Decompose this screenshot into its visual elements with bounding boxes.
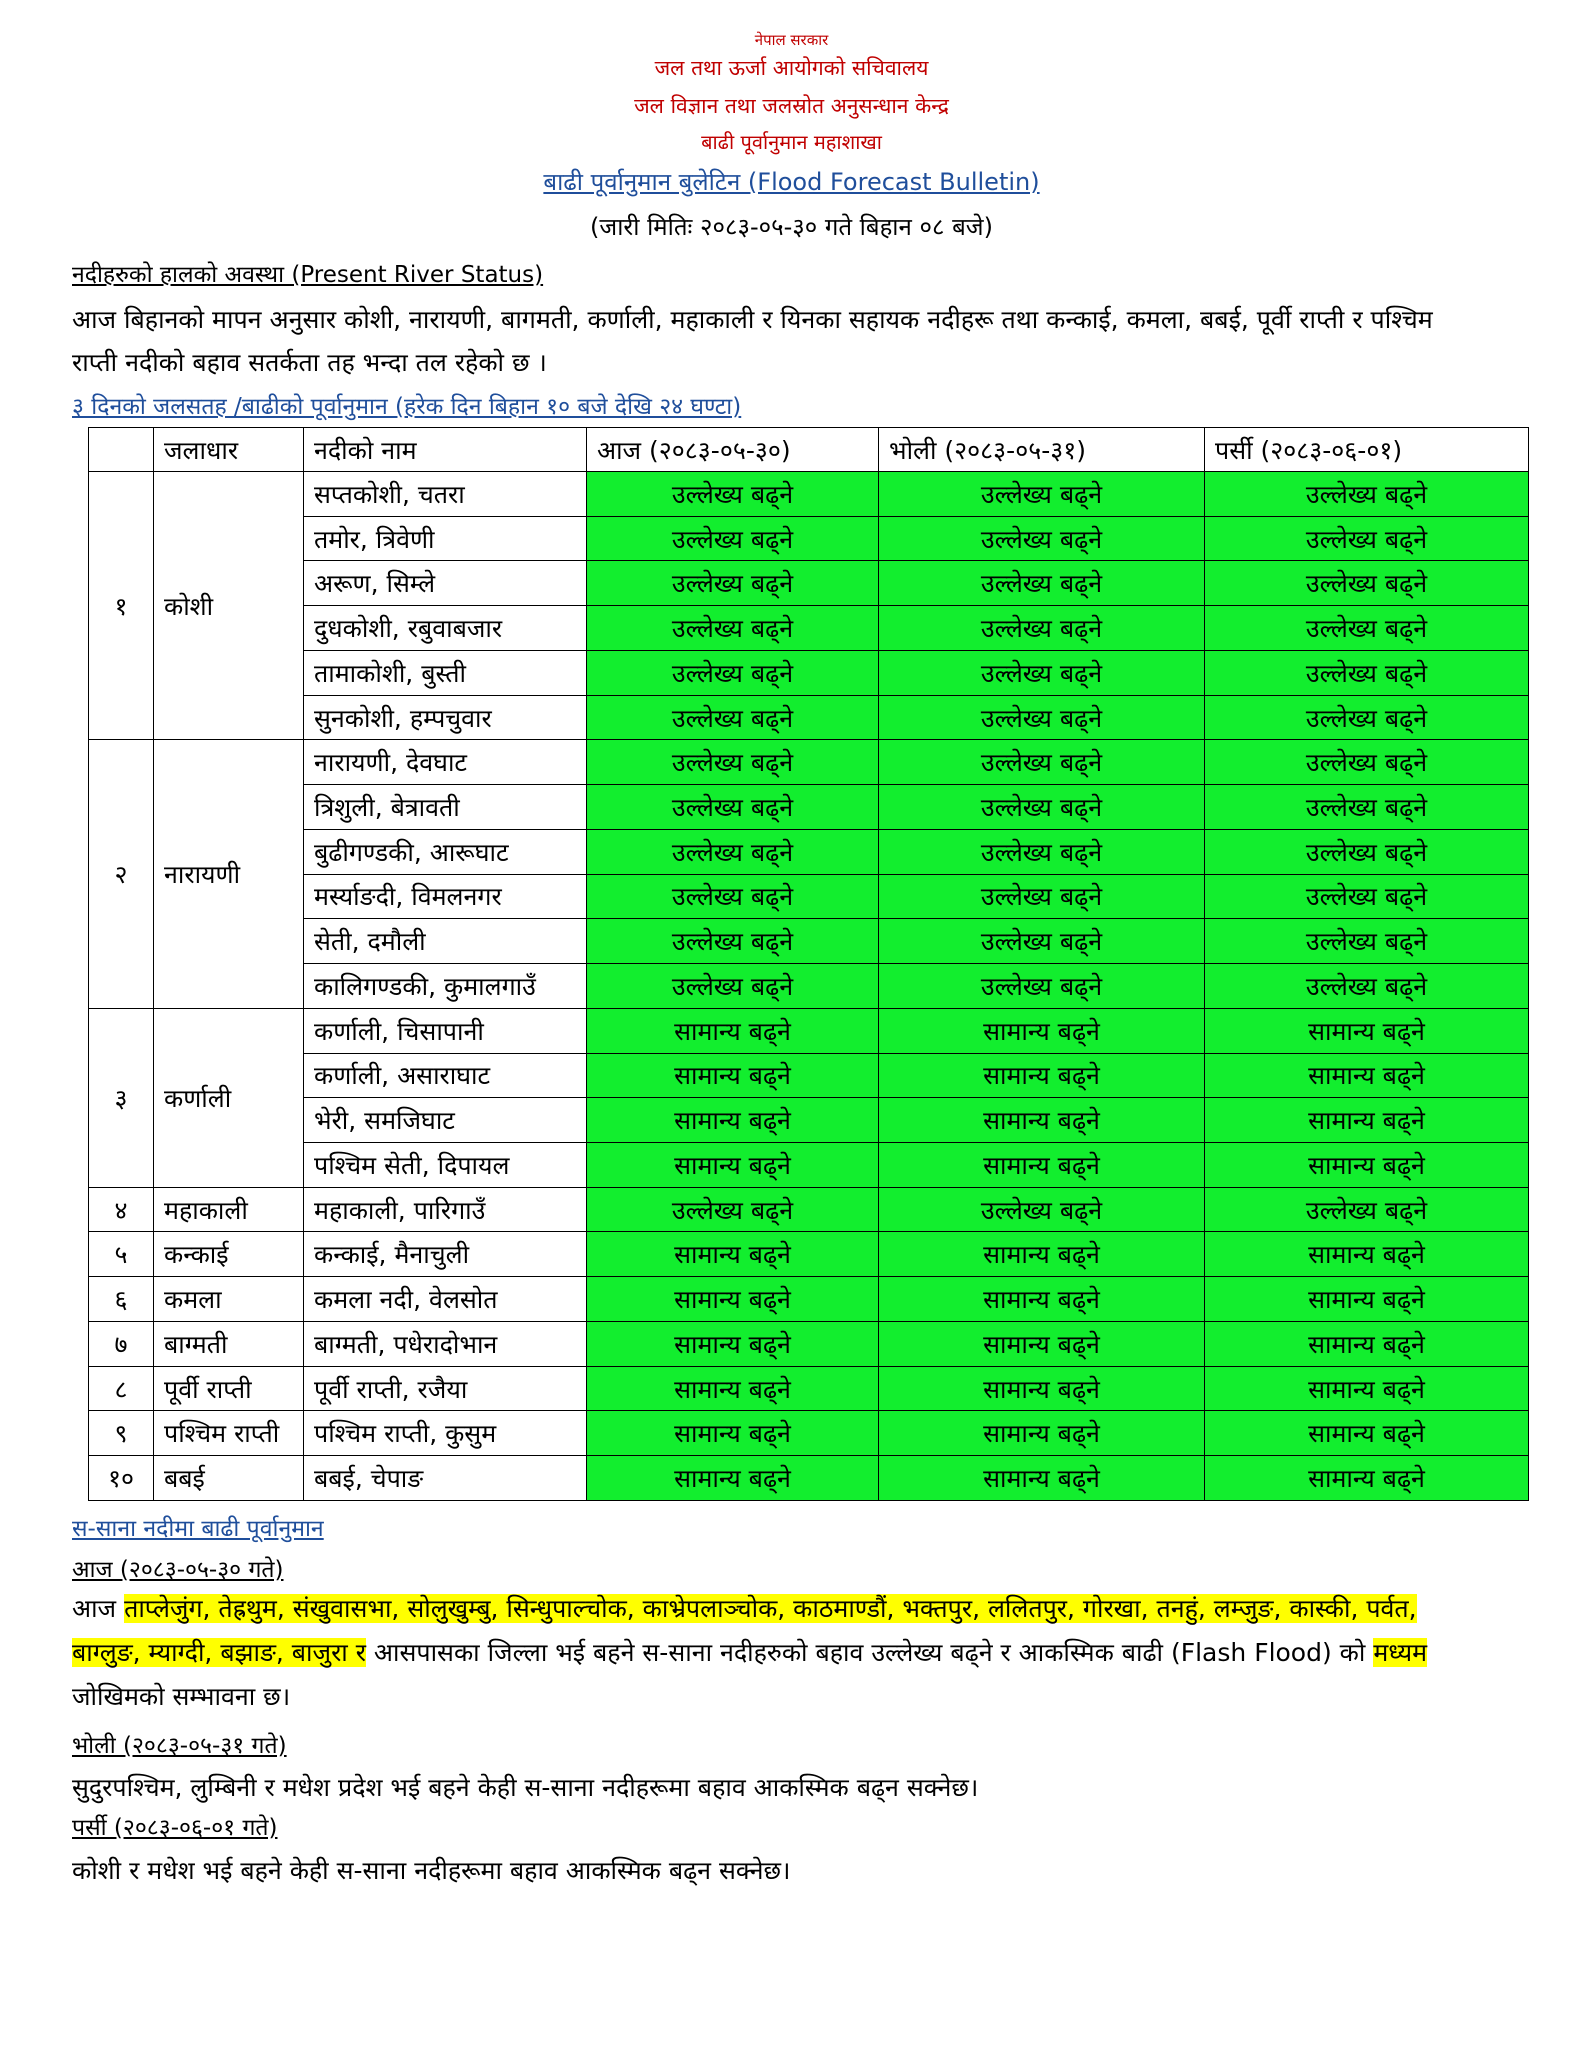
division-label: बाढी पूर्वानुमान महाशाखा — [701, 130, 882, 154]
forecast-today-cell: उल्लेख्य बढ्ने — [587, 1187, 879, 1232]
river-station-name: सुनकोशी, हम्पचुवार — [304, 695, 587, 740]
forecast-tomorrow-cell: उल्लेख्य बढ्ने — [879, 472, 1205, 517]
basin-name: कर्णाली — [154, 1008, 304, 1187]
forecast-today-cell: सामान्य बढ्ने — [587, 1232, 879, 1277]
tomorrow-label: भोली (२०८३-०५-३१ गते) — [72, 1733, 287, 1759]
basin-number: १ — [89, 472, 154, 740]
forecast-row — [89, 561, 1529, 606]
forecast-tomorrow-cell: सामान्य बढ्ने — [879, 1098, 1205, 1143]
forecast-row — [89, 472, 1529, 517]
basin-number: २ — [89, 740, 154, 1008]
river-station-name: दुधकोशी, रबुवाबजार — [304, 606, 587, 651]
forecast-day-after-cell: उल्लेख्य बढ्ने — [1205, 874, 1529, 919]
today-middle: आसपासका जिल्ला भई बहने स-साना नदीहरुको बहाव उल्लेख्य बढ्ने र आकस्मिक बाढी (Flash Flood) को — [365, 1638, 1374, 1667]
forecast-tomorrow-cell: उल्लेख्य बढ्ने — [879, 874, 1205, 919]
forecast-header-row — [89, 428, 1529, 472]
basin-name: कन्काई — [154, 1232, 304, 1277]
river-station-name: तामाकोशी, बुस्ती — [304, 650, 587, 695]
col-header-river: नदीको नाम — [304, 428, 587, 472]
forecast-today-cell: उल्लेख्य बढ्ने — [587, 516, 879, 561]
present-status-heading: नदीहरुको हालको अवस्था (Present River Status) — [72, 262, 544, 288]
forecast-row — [89, 1456, 1529, 1501]
forecast-tomorrow-cell: उल्लेख्य बढ्ने — [879, 785, 1205, 830]
tomorrow-forecast-text: सुदुरपश्चिम, लुम्बिनी र मधेश प्रदेश भई बहने केही स-साना नदीहरूमा बहाव आकस्मिक बढ्न सक्नेछ। — [72, 1773, 979, 1802]
basin-number: ८ — [89, 1366, 154, 1411]
river-station-name: पूर्वी राप्ती, रजैया — [304, 1366, 587, 1411]
forecast-day-after-cell: सामान्य बढ्ने — [1205, 1366, 1529, 1411]
basin-name: कोशी — [154, 472, 304, 740]
forecast-table — [88, 427, 1529, 1501]
basin-name: कमला — [154, 1277, 304, 1322]
basin-name: महाकाली — [154, 1187, 304, 1232]
basin-number: ७ — [89, 1321, 154, 1366]
forecast-row — [89, 650, 1529, 695]
river-station-name: बुढीगण्डकी, आरूघाट — [304, 829, 587, 874]
forecast-today-cell: उल्लेख्य बढ्ने — [587, 740, 879, 785]
river-station-name: कन्काई, मैनाचुली — [304, 1232, 587, 1277]
risk-level: मध्यम — [1373, 1638, 1428, 1667]
forecast-day-after-cell: सामान्य बढ्ने — [1205, 1321, 1529, 1366]
col-header-number — [89, 428, 154, 472]
forecast-row — [89, 740, 1529, 785]
forecast-day-after-cell: सामान्य बढ्ने — [1205, 1277, 1529, 1322]
forecast-day-after-cell: उल्लेख्य बढ्ने — [1205, 516, 1529, 561]
today-prefix: आज — [72, 1594, 125, 1623]
forecast-tomorrow-cell: सामान्य बढ्ने — [879, 1456, 1205, 1501]
today-districts: ताप्लेजुंग, तेह्रथुम, संखुवासभा, सोलुखुम्बु, सिन्धुपाल्चोक, काभ्रेपलाञ्चोक, काठमाण्डौं, भक्तपुर, ललितपुर, गोरखा, तनहुं, लम्जुङ, कास्की, पर्वत, बाग्लुङ, म्याग्दी, बझाङ, बाजुरा र — [72, 1594, 1417, 1667]
river-station-name: भेरी, समजिघाट — [304, 1098, 587, 1143]
forecast-today-cell: उल्लेख्य बढ्ने — [587, 874, 879, 919]
forecast-today-cell: उल्लेख्य बढ्ने — [587, 650, 879, 695]
river-station-name: कालिगण्डकी, कुमालगाउँ — [304, 964, 587, 1009]
forecast-today-cell: उल्लेख्य बढ्ने — [587, 785, 879, 830]
river-station-name: बबई, चेपाङ — [304, 1456, 587, 1501]
forecast-today-cell: सामान्य बढ्ने — [587, 1366, 879, 1411]
forecast-tomorrow-cell: उल्लेख्य बढ्ने — [879, 740, 1205, 785]
forecast-day-after-cell: उल्लेख्य बढ्ने — [1205, 829, 1529, 874]
centre-label: जल विज्ञान तथा जलस्रोत अनुसन्धान केन्द्र — [634, 94, 949, 118]
basin-number: ३ — [89, 1008, 154, 1187]
forecast-row — [89, 1008, 1529, 1053]
basin-name: बबई — [154, 1456, 304, 1501]
forecast-row — [89, 1143, 1529, 1188]
forecast-row — [89, 829, 1529, 874]
forecast-heading: ३ दिनको जलसतह /बाढीको पूर्वानुमान (हरेक दिन बिहान १० बजे देखि २४ घण्टा) — [72, 394, 742, 420]
basin-name: बाग्मती — [154, 1321, 304, 1366]
forecast-row — [89, 1411, 1529, 1456]
forecast-tomorrow-cell: उल्लेख्य बढ्ने — [879, 964, 1205, 1009]
forecast-row — [89, 1098, 1529, 1143]
forecast-tomorrow-cell: उल्लेख्य बढ्ने — [879, 829, 1205, 874]
forecast-tomorrow-cell: सामान्य बढ्ने — [879, 1321, 1205, 1366]
forecast-row — [89, 1277, 1529, 1322]
forecast-day-after-cell: सामान्य बढ्ने — [1205, 1232, 1529, 1277]
forecast-day-after-cell: उल्लेख्य बढ्ने — [1205, 1187, 1529, 1232]
basin-number: १० — [89, 1456, 154, 1501]
river-station-name: कर्णाली, असाराघाट — [304, 1053, 587, 1098]
bulletin-title-text: बाढी पूर्वानुमान बुलेटिन (Flood Forecast Bulletin) — [543, 168, 1040, 196]
forecast-tomorrow-cell: सामान्य बढ्ने — [879, 1008, 1205, 1053]
issue-date: (जारी मितिः २०८३-०५-३० गते बिहान ०८ बजे) — [590, 213, 993, 241]
forecast-today-cell: सामान्य बढ्ने — [587, 1411, 879, 1456]
forecast-day-after-cell: उल्लेख्य बढ्ने — [1205, 740, 1529, 785]
forecast-today-cell: उल्लेख्य बढ्ने — [587, 606, 879, 651]
forecast-tomorrow-cell: उल्लेख्य बढ्ने — [879, 1187, 1205, 1232]
forecast-row — [89, 785, 1529, 830]
forecast-today-cell: सामान्य बढ्ने — [587, 1053, 879, 1098]
forecast-today-cell: उल्लेख्य बढ्ने — [587, 829, 879, 874]
basin-name: नारायणी — [154, 740, 304, 1008]
forecast-table-body — [89, 472, 1529, 1501]
government-label: नेपाल सरकार — [754, 31, 829, 49]
river-station-name: तमोर, त्रिवेणी — [304, 516, 587, 561]
forecast-day-after-cell: सामान्य बढ्ने — [1205, 1456, 1529, 1501]
basin-name: पूर्वी राप्ती — [154, 1366, 304, 1411]
forecast-day-after-cell: उल्लेख्य बढ्ने — [1205, 606, 1529, 651]
forecast-row — [89, 695, 1529, 740]
river-station-name: नारायणी, देवघाट — [304, 740, 587, 785]
forecast-row — [89, 516, 1529, 561]
river-station-name: सेती, दमौली — [304, 919, 587, 964]
forecast-tomorrow-cell: सामान्य बढ्ने — [879, 1053, 1205, 1098]
forecast-row — [89, 964, 1529, 1009]
secretariat-label: जल तथा ऊर्जा आयोगको सचिवालय — [654, 56, 929, 80]
forecast-day-after-cell: सामान्य बढ्ने — [1205, 1098, 1529, 1143]
forecast-today-cell: सामान्य बढ्ने — [587, 1277, 879, 1322]
forecast-tomorrow-cell: उल्लेख्य बढ्ने — [879, 919, 1205, 964]
forecast-day-after-cell: उल्लेख्य बढ्ने — [1205, 964, 1529, 1009]
forecast-day-after-cell: उल्लेख्य बढ्ने — [1205, 472, 1529, 517]
today-suffix: जोखिमको सम्भावना छ। — [72, 1682, 291, 1711]
river-station-name: त्रिशुली, बेत्रावती — [304, 785, 587, 830]
river-station-name: महाकाली, पारिगाउँ — [304, 1187, 587, 1232]
day-after-label: पर्सी (२०८३-०६-०१ गते) — [72, 1815, 278, 1841]
river-station-name: कमला नदी, वेलसोत — [304, 1277, 587, 1322]
today-forecast-text — [72, 1587, 1442, 1719]
forecast-tomorrow-cell: सामान्य बढ्ने — [879, 1143, 1205, 1188]
forecast-day-after-cell: सामान्य बढ्ने — [1205, 1143, 1529, 1188]
forecast-day-after-cell: सामान्य बढ्ने — [1205, 1053, 1529, 1098]
river-station-name: पश्चिम सेती, दिपायल — [304, 1143, 587, 1188]
col-header-basin: जलाधार — [154, 428, 304, 472]
small-rivers-heading: स-साना नदीमा बाढी पूर्वानुमान — [72, 1516, 324, 1542]
today-label: आज (२०८३-०५-३० गते) — [72, 1557, 284, 1583]
forecast-today-cell: उल्लेख्य बढ्ने — [587, 919, 879, 964]
forecast-tomorrow-cell: सामान्य बढ्ने — [879, 1277, 1205, 1322]
forecast-today-cell: सामान्य बढ्ने — [587, 1321, 879, 1366]
forecast-day-after-cell: सामान्य बढ्ने — [1205, 1008, 1529, 1053]
forecast-tomorrow-cell: उल्लेख्य बढ्ने — [879, 606, 1205, 651]
forecast-row — [89, 919, 1529, 964]
forecast-today-cell: सामान्य बढ्ने — [587, 1008, 879, 1053]
forecast-today-cell: सामान्य बढ्ने — [587, 1098, 879, 1143]
forecast-tomorrow-cell: सामान्य बढ्ने — [879, 1366, 1205, 1411]
forecast-today-cell: उल्लेख्य बढ्ने — [587, 964, 879, 1009]
forecast-tomorrow-cell: सामान्य बढ्ने — [879, 1232, 1205, 1277]
forecast-row — [89, 874, 1529, 919]
basin-number: ४ — [89, 1187, 154, 1232]
forecast-row — [89, 1366, 1529, 1411]
basin-name: पश्चिम राप्ती — [154, 1411, 304, 1456]
forecast-row — [89, 1232, 1529, 1277]
forecast-day-after-cell: उल्लेख्य बढ्ने — [1205, 785, 1529, 830]
river-station-name: अरूण, सिम्ले — [304, 561, 587, 606]
forecast-day-after-cell: उल्लेख्य बढ्ने — [1205, 650, 1529, 695]
forecast-row — [89, 1187, 1529, 1232]
river-station-name: कर्णाली, चिसापानी — [304, 1008, 587, 1053]
forecast-today-cell: उल्लेख्य बढ्ने — [587, 561, 879, 606]
river-station-name: बाग्मती, पधेरादोभान — [304, 1321, 587, 1366]
forecast-tomorrow-cell: सामान्य बढ्ने — [879, 1411, 1205, 1456]
forecast-day-after-cell: सामान्य बढ्ने — [1205, 1411, 1529, 1456]
forecast-row — [89, 1321, 1529, 1366]
forecast-day-after-cell: उल्लेख्य बढ्ने — [1205, 695, 1529, 740]
basin-number: ९ — [89, 1411, 154, 1456]
river-station-name: मर्स्याङदी, विमलनगर — [304, 874, 587, 919]
forecast-today-cell: उल्लेख्य बढ्ने — [587, 472, 879, 517]
forecast-tomorrow-cell: उल्लेख्य बढ्ने — [879, 695, 1205, 740]
col-header-tomorrow: भोली (२०८३-०५-३१) — [879, 428, 1205, 472]
forecast-today-cell: सामान्य बढ्ने — [587, 1456, 879, 1501]
forecast-day-after-cell: उल्लेख्य बढ्ने — [1205, 919, 1529, 964]
forecast-today-cell: उल्लेख्य बढ्ने — [587, 695, 879, 740]
river-station-name: सप्तकोशी, चतरा — [304, 472, 587, 517]
day-after-forecast-text: कोशी र मधेश भई बहने केही स-साना नदीहरूमा बहाव आकस्मिक बढ्न सक्नेछ। — [72, 1856, 791, 1885]
col-header-day-after: पर्सी (२०८३-०६-०१) — [1205, 428, 1529, 472]
col-header-today: आज (२०८३-०५-३०) — [587, 428, 879, 472]
basin-number: ६ — [89, 1277, 154, 1322]
basin-number: ५ — [89, 1232, 154, 1277]
forecast-day-after-cell: उल्लेख्य बढ्ने — [1205, 561, 1529, 606]
forecast-row — [89, 1053, 1529, 1098]
forecast-tomorrow-cell: उल्लेख्य बढ्ने — [879, 650, 1205, 695]
forecast-tomorrow-cell: उल्लेख्य बढ्ने — [879, 561, 1205, 606]
forecast-today-cell: सामान्य बढ्ने — [587, 1143, 879, 1188]
forecast-row — [89, 606, 1529, 651]
forecast-tomorrow-cell: उल्लेख्य बढ्ने — [879, 516, 1205, 561]
bulletin-title — [0, 165, 1583, 198]
river-station-name: पश्चिम राप्ती, कुसुम — [304, 1411, 587, 1456]
present-status-text: आज बिहानको मापन अनुसार कोशी, नारायणी, बागमती, कर्णाली, महाकाली र यिनका सहायक नदीहरू तथा कन्काई, कमला, बबई, पूर्वी राप्ती र पश्चिम राप्ती नदीको बहाव सतर्कता तह भन्दा तल रहेको छ । — [72, 305, 1433, 377]
